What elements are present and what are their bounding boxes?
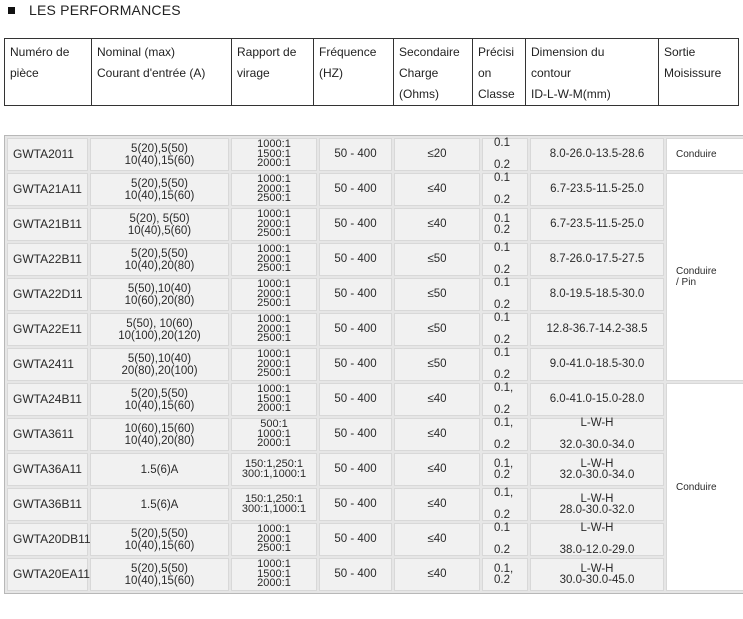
secondary-load-cell: ≤40 [394,208,480,241]
precision-class-cell: 0.1 0.2 [482,173,528,206]
table-row [7,173,743,206]
header-turn-ratio: Rapport de virage [232,39,314,106]
nominal-current-cell: 5(20),5(50) 10(40),20(80) [90,243,229,276]
turn-ratio-cell: 1000:1 2000:1 2500:1 [231,348,317,381]
precision-class-cell: 0.1 0.2 [482,243,528,276]
frequency-cell: 50 - 400 [319,278,392,311]
precision-class-cell: 0.1, 0.2 [482,453,528,486]
nominal-current-cell: 5(20),5(50) 10(40),15(60) [90,383,229,416]
part-number-cell: GWTA2411 [7,348,88,381]
header-output-mold: Sortie Moisissure [659,39,739,106]
precision-class-cell: 0.1, 0.2 [482,558,528,591]
precision-class-cell: 0.1, 0.2 [482,418,528,451]
part-number-cell: GWTA2011 [7,138,88,171]
dimension-cell: 6.7-23.5-11.5-25.0 [530,208,664,241]
turn-ratio-cell: 1000:1 2000:1 2500:1 [231,278,317,311]
dimension-cell: L-W-H 32.0-30.0-34.0 [530,453,664,486]
frequency-cell: 50 - 400 [319,313,392,346]
dimension-cell: 9.0-41.0-18.5-30.0 [530,348,664,381]
frequency-cell: 50 - 400 [319,173,392,206]
nominal-current-cell: 5(50),10(40) 20(80),20(100) [90,348,229,381]
part-number-cell: GWTA20EA11 [7,558,88,591]
table-row [7,488,743,521]
turn-ratio-cell: 1000:1 1500:1 2000:1 [231,138,317,171]
frequency-cell: 50 - 400 [319,138,392,171]
header-nominal-current: Nominal (max) Courant d'entrée (A) [92,39,232,106]
table-row [7,208,743,241]
secondary-load-cell: ≤40 [394,383,480,416]
secondary-load-cell: ≤50 [394,348,480,381]
nominal-current-cell: 5(20),5(50) 10(40),15(60) [90,138,229,171]
precision-class-cell: 0.1 0.2 [482,278,528,311]
table-row [7,418,743,451]
table-row [7,243,743,276]
precision-class-cell: 0.1 0.2 [482,313,528,346]
dimension-cell: 12.8-36.7-14.2-38.5 [530,313,664,346]
section-title-text: LES PERFORMANCES [29,2,181,18]
table-row [7,453,743,486]
turn-ratio-cell: 1000:1 2000:1 2500:1 [231,313,317,346]
part-number-cell: GWTA36A11 [7,453,88,486]
secondary-load-cell: ≤40 [394,453,480,486]
secondary-load-cell: ≤40 [394,173,480,206]
secondary-load-cell: ≤40 [394,488,480,521]
turn-ratio-cell: 500:1 1000:1 2000:1 [231,418,317,451]
turn-ratio-cell: 1000:1 2000:1 2500:1 [231,173,317,206]
frequency-cell: 50 - 400 [319,418,392,451]
nominal-current-cell: 1.5(6)A [90,488,229,521]
turn-ratio-cell: 150:1,250:1 300:1,1000:1 [231,488,317,521]
nominal-current-cell: 5(20),5(50) 10(40),15(60) [90,173,229,206]
precision-class-cell: 0.1 0.2 [482,208,528,241]
header-dimension: Dimension du contour ID-L-W-M(mm) [526,39,659,106]
turn-ratio-cell: 150:1,250:1 300:1,1000:1 [231,453,317,486]
table-row [7,558,743,591]
frequency-cell: 50 - 400 [319,348,392,381]
secondary-load-cell: ≤40 [394,523,480,556]
nominal-current-cell: 5(20),5(50) 10(40),15(60) [90,523,229,556]
secondary-load-cell: ≤40 [394,558,480,591]
output-mold-cell: Conduire [666,138,743,171]
precision-class-cell: 0.1 0.2 [482,523,528,556]
table-row [7,138,743,171]
header-part-number: Numéro de pièce [5,39,92,106]
dimension-cell: L-W-H 38.0-12.0-29.0 [530,523,664,556]
spec-table-header [4,38,739,106]
nominal-current-cell: 10(60),15(60) 10(40),20(80) [90,418,229,451]
nominal-current-cell: 5(20),5(50) 10(40),15(60) [90,558,229,591]
table-row [7,348,743,381]
frequency-cell: 50 - 400 [319,383,392,416]
part-number-cell: GWTA22E11 [7,313,88,346]
table-row [7,383,743,416]
table-row [7,313,743,346]
header-secondary-load: Secondaire Charge (Ohms) [394,39,473,106]
dimension-cell: 8.0-19.5-18.5-30.0 [530,278,664,311]
turn-ratio-cell: 1000:1 2000:1 2500:1 [231,208,317,241]
precision-class-cell: 0.1 0.2 [482,138,528,171]
part-number-cell: GWTA22D11 [7,278,88,311]
secondary-load-cell: ≤50 [394,243,480,276]
dimension-cell: 8.0-26.0-13.5-28.6 [530,138,664,171]
dimension-cell: L-W-H 30.0-30.0-45.0 [530,558,664,591]
precision-class-cell: 0.1 0.2 [482,348,528,381]
header-precision-class: Précisi on Classe [473,39,526,106]
turn-ratio-cell: 1000:1 2000:1 2500:1 [231,243,317,276]
frequency-cell: 50 - 400 [319,488,392,521]
dimension-cell: 6.0-41.0-15.0-28.0 [530,383,664,416]
part-number-cell: GWTA20DB11 [7,523,88,556]
part-number-cell: GWTA22B11 [7,243,88,276]
header-frequency: Fréquence (HZ) [314,39,394,106]
output-mold-cell: Conduire [666,383,743,591]
nominal-current-cell: 5(50),10(40) 10(60),20(80) [90,278,229,311]
dimension-cell: L-W-H 28.0-30.0-32.0 [530,488,664,521]
secondary-load-cell: ≤50 [394,313,480,346]
dimension-cell: L-W-H 32.0-30.0-34.0 [530,418,664,451]
secondary-load-cell: ≤20 [394,138,480,171]
section-heading [8,1,181,19]
secondary-load-cell: ≤50 [394,278,480,311]
table-row [7,278,743,311]
part-number-cell: GWTA21A11 [7,173,88,206]
nominal-current-cell: 1.5(6)A [90,453,229,486]
turn-ratio-cell: 1000:1 1500:1 2000:1 [231,558,317,591]
table-row [7,523,743,556]
part-number-cell: GWTA21B11 [7,208,88,241]
dimension-cell: 8.7-26.0-17.5-27.5 [530,243,664,276]
nominal-current-cell: 5(50), 10(60) 10(100),20(120) [90,313,229,346]
frequency-cell: 50 - 400 [319,208,392,241]
dimension-cell: 6.7-23.5-11.5-25.0 [530,173,664,206]
frequency-cell: 50 - 400 [319,558,392,591]
nominal-current-cell: 5(20), 5(50) 10(40),5(60) [90,208,229,241]
spec-table-body [4,135,743,594]
precision-class-cell: 0.1, 0.2 [482,383,528,416]
part-number-cell: GWTA3611 [7,418,88,451]
frequency-cell: 50 - 400 [319,453,392,486]
part-number-cell: GWTA24B11 [7,383,88,416]
secondary-load-cell: ≤40 [394,418,480,451]
turn-ratio-cell: 1000:1 1500:1 2000:1 [231,383,317,416]
output-mold-cell: Conduire / Pin [666,173,743,381]
precision-class-cell: 0.1, 0.2 [482,488,528,521]
square-bullet-icon [8,7,15,14]
frequency-cell: 50 - 400 [319,523,392,556]
part-number-cell: GWTA36B11 [7,488,88,521]
frequency-cell: 50 - 400 [319,243,392,276]
turn-ratio-cell: 1000:1 2000:1 2500:1 [231,523,317,556]
